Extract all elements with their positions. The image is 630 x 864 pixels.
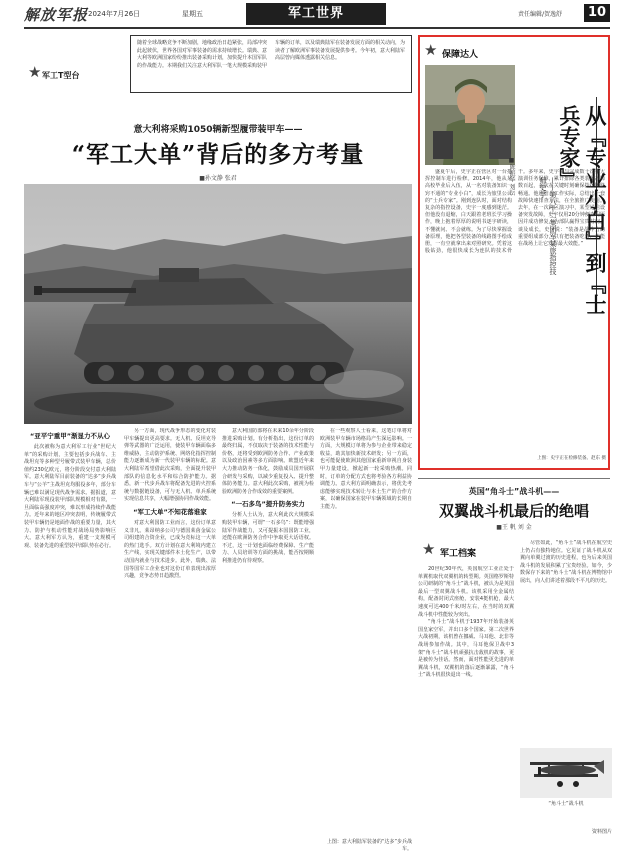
star-icon: ★ [422, 540, 436, 558]
profile-text [425, 169, 605, 465]
article-paragraph: 意大利国防部将在未来10余年分阶段推进采购计划。有分析指出，这份订单的最终归属，不仅取决于装备的技术性能与价格，还将受到欧洲防务合作、产业政策以及政治因素等多方面影响。欧盟近年来大力推动防务一体化，鼓励成员国开展联合研发与采购，以减少重复投入、提升整体防务能力。意大利此次采购，被视为检验欧洲防务合作成效的重要案例。 [222, 428, 314, 495]
article-paragraph: 分析人士认为，意大利此次大规模采购装甲车辆，可谓“一石多鸟”：既能增强陆军作战能力，又可提振本国国防工业，还能在欧洲防务合作中争取更大话语权。不过，这一计划也面临经费保障、生产能力、人员培训等方面的挑战，能否按期顺利推进仍有待观察。 [222, 512, 314, 564]
article-column-1 [24, 428, 116, 848]
soldier-photo [425, 65, 515, 165]
article-paragraph: “角斗士”战斗机于1937年开始装备英国皇家空军，并出口多个国家。第二次世界大战初期，该机曾在挪威、马耳他、北非等战场参加作战。其中，马耳他保卫战中3架“角斗士”战斗机顽强抗击敌机的故事，更是被传为佳话。然而，面对性能更先进的单翼战斗机，双翼机的落后逐渐暴露，“角斗士”战斗机很快退出一线。 [418, 619, 514, 679]
article-paragraph: 尽管如此，“角斗士”战斗机在航空史上仍占有独特地位。它见证了战斗机从双翼向单翼过渡的历史进程，也为后来英国战斗机的发展积累了宝贵经验。如今，少数保存下来的“角斗士”战斗机在博物馆中展出，向人们讲述着那段不平凡的历史。 [520, 540, 612, 584]
section-subhead: “军工大单”不知花落谁家 [133, 507, 207, 516]
article-kicker: 英国“角斗士”战斗机—— [468, 487, 560, 496]
article-column-3 [222, 428, 314, 848]
newspaper-logo: 解放军报 [24, 6, 89, 24]
star-icon: ★ [424, 41, 438, 59]
tank-photo [24, 184, 412, 424]
editors-credit: 责任编辑/贺逸舒 [518, 11, 563, 18]
topic-intro [24, 35, 412, 93]
article-title: “军工大单”背后的多方考量 [71, 141, 365, 168]
photo-caption: 上图：意大利陆军装备的“达多”步兵战车。 [326, 839, 412, 852]
tank-illustration [24, 184, 412, 424]
section-subhead: “亚平宁重甲”渐显力不从心 [29, 432, 111, 440]
biplane-photo [520, 748, 612, 798]
article-column-2 [124, 428, 216, 848]
article-kicker: 意大利将采购1050辆新型履带装甲车—— [133, 125, 303, 135]
column-logo [24, 63, 114, 89]
masthead [0, 0, 630, 30]
photo-credit: 资料图片 [591, 829, 612, 835]
profile-subtitle: ——第八十二集团军某旅指控技师史宇 [539, 177, 557, 275]
article-byline: ■王 帆 刘 金 [496, 524, 532, 531]
profile-byline: ■陈振华 刘岳 [508, 157, 515, 196]
biplane-illustration [520, 748, 612, 798]
profile-title: 从『专业小白』到『士兵专家』 [557, 105, 608, 315]
article-paragraph: 对意大利国防工业而言，这份订单意义非凡。莱昂纳多公司与德国莱茵金属公司组建的合资企业，已成为竞标这一大单的热门选手。双方计划在意大利境内建立生产线，实现关键部件本土化生产，以带动国内就业与技术进步。此外，瑞典、法国等国军工企业也对这份订单表现出浓厚兴趣，竞争态势日趋激烈。 [124, 519, 216, 580]
article-paragraph: 20世纪30年代，英国航空工业正处于单翼机取代双翼机的转型期。英国格罗斯特公司研制的“角斗士”战斗机，被认为是英国最后一型双翼战斗机。该机采用全金属结构，配备封闭式座舱，安装4挺机枪，最大速度可达400千米/时左右，在当时的双翼战斗机中性能较为突出。 [418, 566, 514, 618]
article-paragraph: 在一些观察人士看来，这笔订单将对欧洲装甲车辆市场格局产生深远影响。一方面，大规模订单将为参与企业带来稳定收益，助其加快新技术研发；另一方面，也可能促使欧洲其他国家重新审视自身装甲力量建设，掀起新一轮采购热潮。同时，订单的分配方式也将考验各方利益协调能力。意大利方面明确表示，将优先考虑能够实现技术转让与本土生产的合作方案，以确保国家在装甲车辆领域的长期自主能力。 [320, 428, 412, 510]
soldier-illustration [425, 65, 515, 165]
column-label: 军工档案 [440, 549, 477, 559]
article-column [520, 540, 612, 740]
profile-photo-credit: 上图：史宇正在检修装备。赵东 摄 [537, 456, 606, 461]
article-column [418, 566, 514, 851]
article-byline: ■孙文静 张君 [199, 175, 237, 182]
profile-box [418, 35, 610, 470]
section-subhead: “一石多鸟”提升防务实力 [231, 500, 305, 509]
issue-weekday: 星期五 [182, 10, 203, 18]
header-rule [24, 27, 610, 29]
section-divider [418, 478, 610, 479]
column-label: 保障达人 [442, 50, 479, 60]
column-logo [424, 41, 512, 63]
star-icon: ★ [28, 63, 42, 81]
article-paragraph: 此次被称为意大利军工行业“世纪大单”的采购计划，主要包括步兵战车、主战坦克等多种型号履带式装甲车辆，总价值约230亿欧元，将分阶段交付意大利陆军。意大利陆军目前装备的“达多”步兵战车与“公羊”主战坦克均服役多年，部分车辆已难以满足现代战争需求。据报道，意大利陆军现役装甲部队规模相对有限，一旦面临高强度冲突，难以形成持续作战能力。近年来的地区冲突表明，传统履带式装甲车辆仍是地面作战的重要力量，其火力、防护与机动性能对战场局势影响巨大。意大利军方认为，重建一支规模可观、装备先进的重型装甲部队势在必行。 [24, 444, 116, 549]
photo-caption: “角斗士”战斗机 [548, 801, 584, 807]
page-number: 10 [584, 4, 610, 22]
article-column-4 [320, 428, 412, 833]
section-title: 军工世界 [246, 3, 386, 25]
profile-paragraph: 盛夏午后，史宇正在营区对一台指挥控制车进行检修。2014年，他从某高校毕业后入伍，从一名对装备知识一窍不通的“专业小白”，成长为旅里公认的“士兵专家”。刚到连队时，面对结构复杂的指控设备，史宇一度感到迷茫。但他没有退缩，白天跟着老班长学习操作，晚上抱着厚厚的说明书逐字研读，不懂就问、不会就练。为了尽快掌握设备原理，他把各型装备的线路图手绘成册，一有空就拿出来对照研究。凭着这股钻劲，他很快成长为连队的技术骨干。多年来，史宇参与完成数十次重大演训任务保障，累计排除各类装备故障数百起，多次在关键时刻确保指挥链路畅通。他还结合工作实际，总结出一套故障快速排查方法，在全旅推广使用。去年，在一次跨区演习中，某型通信设备突发故障，史宇仅用20分钟便查明原因并成功修复，为部队赢得宝贵时间。谈及成长，史宇说：“装备是战斗力的重要组成部分，只有把装备吃透，才能在战场上让它发挥最大效能。” [425, 169, 605, 255]
issue-date: 2024年7月26日 [88, 10, 141, 18]
article-title: 双翼战斗机最后的绝唱 [438, 502, 589, 520]
column-label: 军工T型台 [42, 71, 80, 80]
column-logo [418, 540, 518, 562]
topic-intro-text: 随着全球战略竞争不断加剧，地缘政治日趋紧张，局部冲突此起彼伏，世界各国对军事装备的需求持续增长。瑞典、意大利等欧洲国家纷纷推出装备采购计划，加快提升本国军队的作战能力。本期我们关注意大利军队一笔大规模采购装甲车辆的订单，以及瑞典陆军在装备发展方面的相关动向，为读者了解欧洲军事装备发展提供参考。今年初，意大利陆军高层曾向媒体透露相关信息。 [130, 35, 412, 93]
article-paragraph: 另一方面，现代战争形态的变化对装甲车辆提出更高要求。无人机、反坦克导弹等武器的广泛运用，使装甲车辆面临多维威胁，主动防护系统、网络化指挥控制能力逐渐成为新一代装甲车辆的标配。意大利陆军希望借此次采购，全面提升装甲部队的信息化水平和综合防护能力。据悉，新一代步兵战车将配备先进的火控系统与数据链设备，可与无人机、单兵系统实现信息共享，大幅增强协同作战效能。 [124, 428, 216, 503]
